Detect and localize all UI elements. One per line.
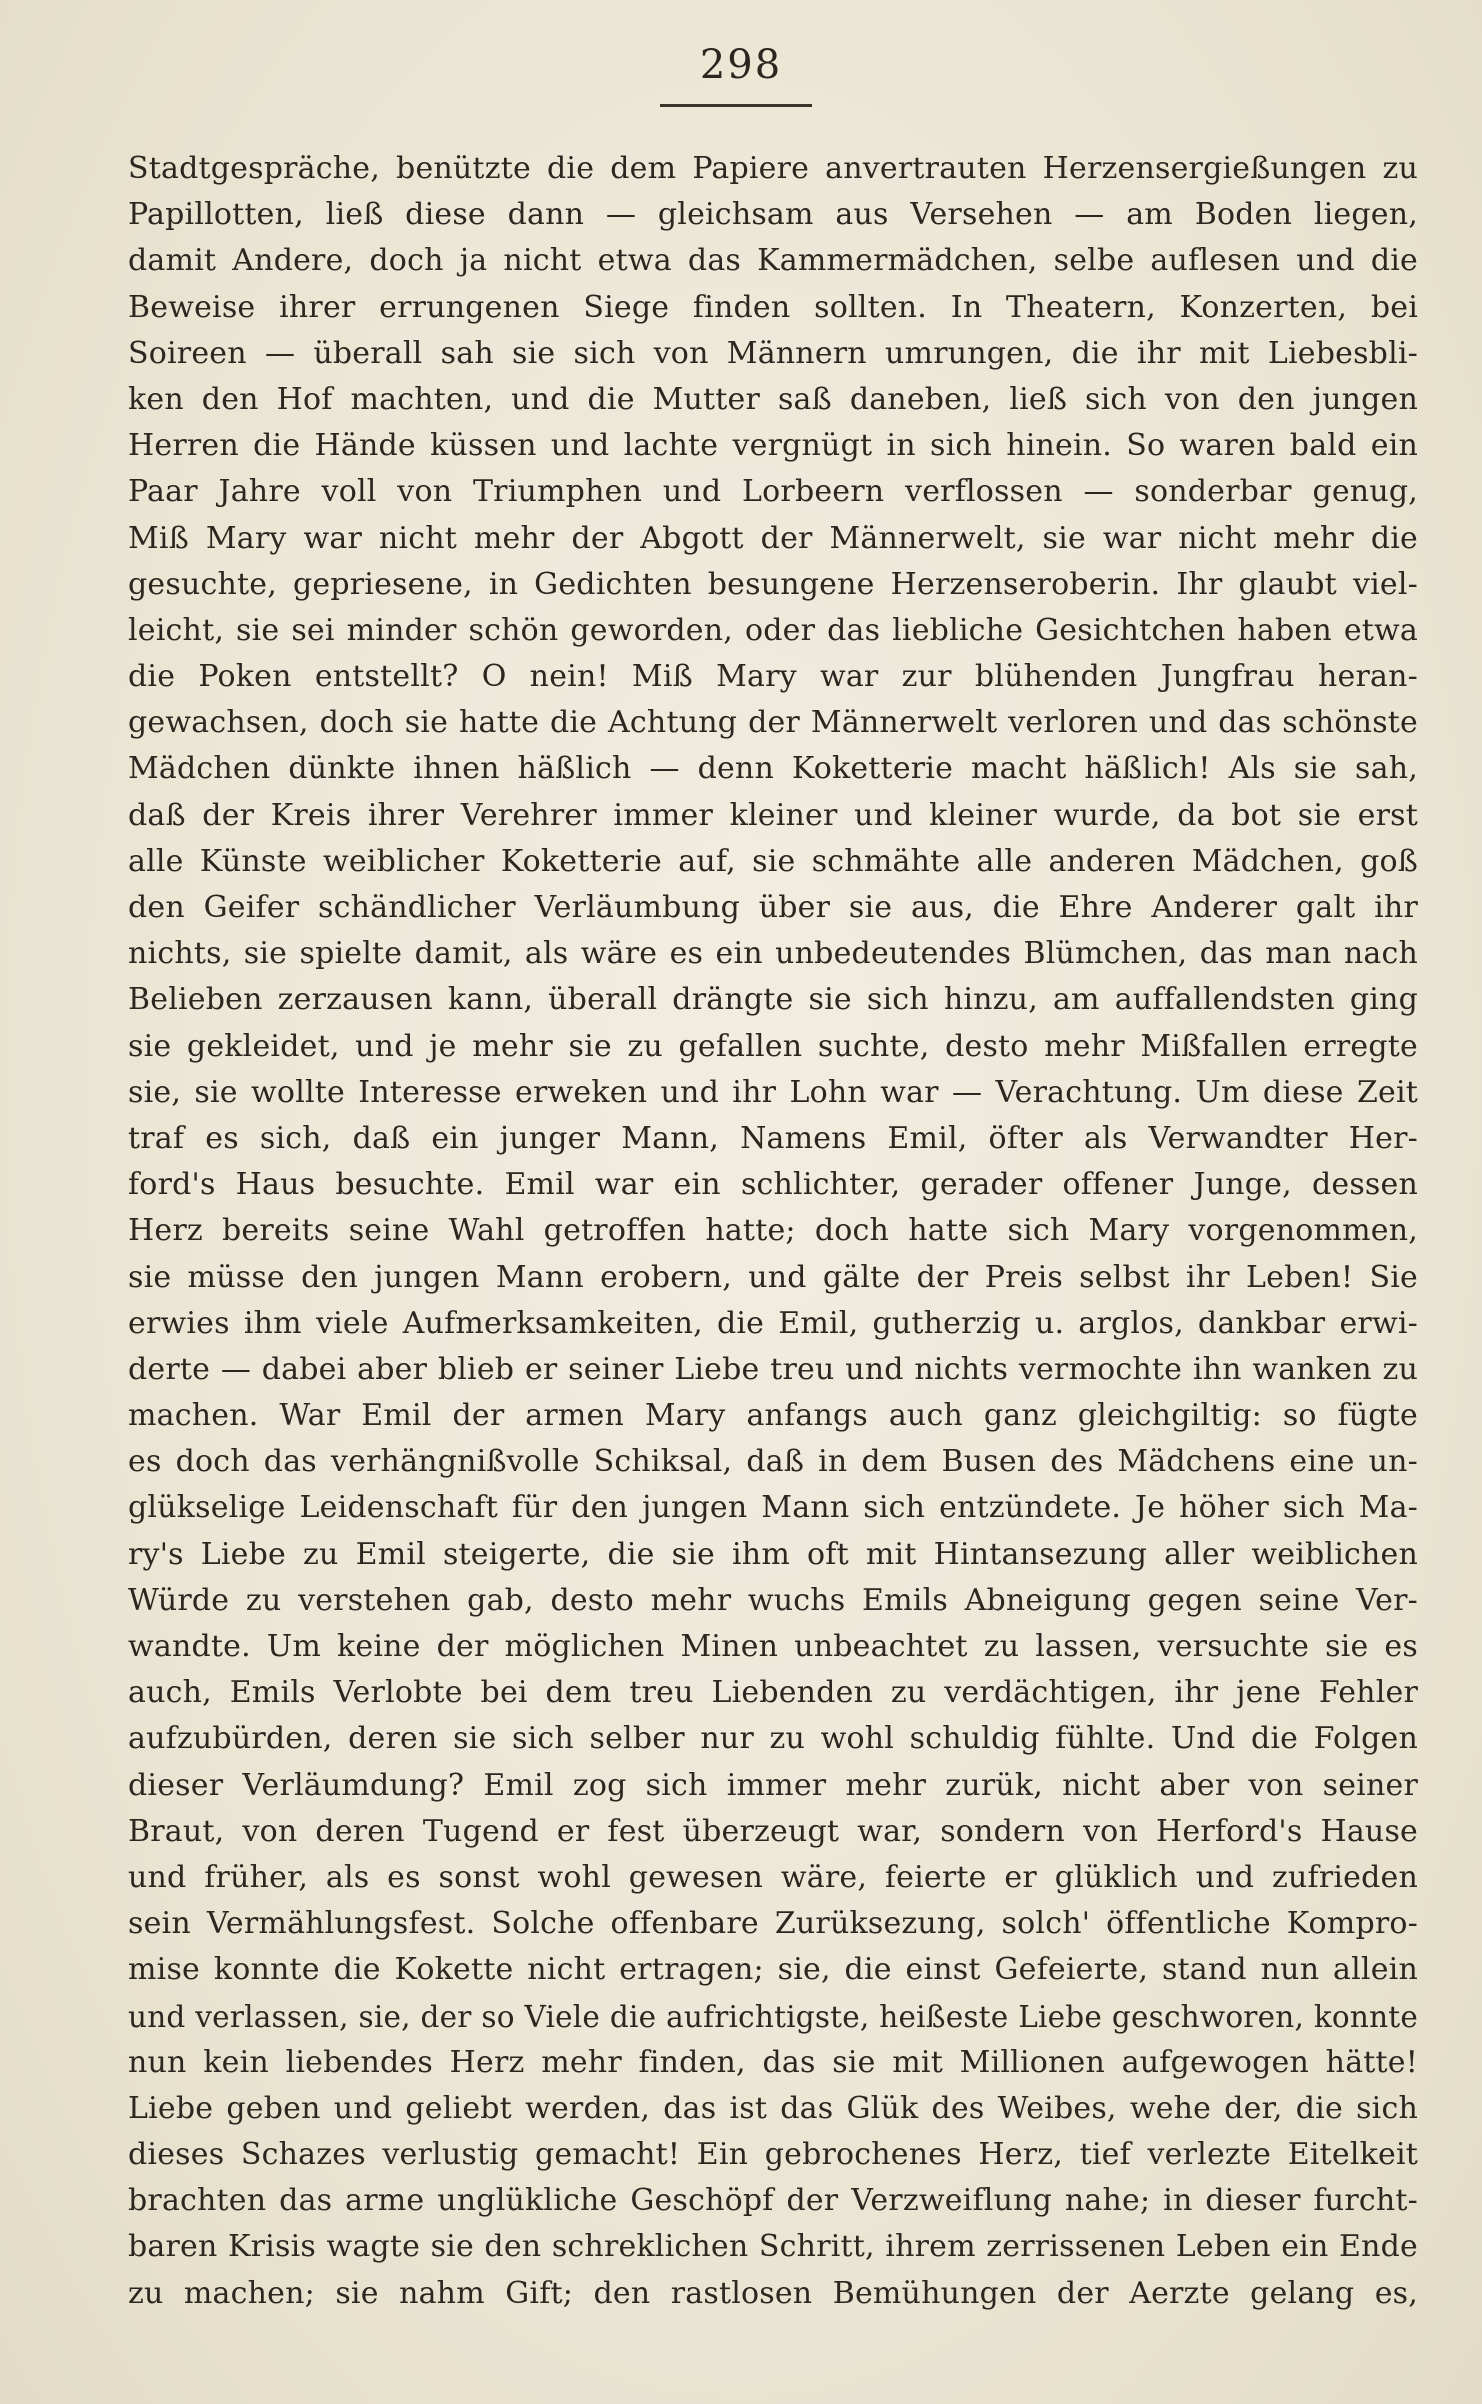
text-line: nichts, sie spielte damit, als wäre es ein unbedeutendes Blümchen, das man nach bbox=[128, 936, 1418, 972]
text-line: Miß Mary war nicht mehr der Abgott der Männerwelt, sie war nicht mehr die bbox=[128, 520, 1418, 556]
text-line: brachten das arme unglükliche Geschöpf der Verzweiflung nahe; in dieser furcht- bbox=[128, 2183, 1418, 2219]
text-line: sein Vermählungsfest. Solche offenbare Zurüksezung, solch' öffentliche Kompro- bbox=[128, 1906, 1418, 1942]
header-rule bbox=[660, 104, 812, 107]
text-line: Belieben zerzausen kann, überall drängte sie sich hinzu, am auffallendsten ging bbox=[128, 982, 1418, 1018]
body-text bbox=[128, 146, 1418, 2317]
text-line: sie, sie wollte Interesse erweken und ihr Lohn war — Verachtung. Um diese Zeit bbox=[128, 1074, 1418, 1110]
text-line: Mädchen dünkte ihnen häßlich — denn Koketterie macht häßlich! Als sie sah, bbox=[128, 751, 1418, 787]
text-line: und verlassen, sie, der so Viele die aufrichtigste, heißeste Liebe geschworen, konnte bbox=[128, 1999, 1418, 2034]
text-line: wandte. Um keine der möglichen Minen unbeachtet zu lassen, versuchte sie es bbox=[128, 1629, 1418, 1664]
text-line: gewachsen, doch sie hatte die Achtung der Männerwelt verloren und das schönste bbox=[128, 705, 1418, 741]
text-line: glükselige Leidenschaft für den jungen Mann sich entzündete. Je höher sich Ma- bbox=[128, 1490, 1418, 1526]
text-line: baren Krisis wagte sie den schreklichen Schritt, ihrem zerrissenen Leben ein Ende bbox=[128, 2229, 1418, 2265]
text-line: nun kein liebendes Herz mehr finden, das sie mit Millionen aufgewogen hätte! bbox=[128, 2044, 1418, 2080]
text-line: und früher, als es sonst wohl gewesen wäre, feierte er glüklich und zufrieden bbox=[128, 1859, 1418, 1895]
page-number: 298 bbox=[699, 42, 783, 88]
text-line: machen. War Emil der armen Mary anfangs auch ganz gleichgiltig: so fügte bbox=[128, 1398, 1418, 1434]
text-line: dieses Schazes verlustig gemacht! Ein gebrochenes Herz, tief verlezte Eitelkeit bbox=[128, 2137, 1418, 2173]
text-line: alle Künste weiblicher Koketterie auf, sie schmähte alle anderen Mädchen, goß bbox=[128, 843, 1418, 879]
text-line: Papillotten, ließ diese dann — gleichsam aus Versehen — am Boden liegen, bbox=[128, 197, 1418, 233]
text-line: Soireen — überall sah sie sich von Männern umrungen, die ihr mit Liebesbli- bbox=[128, 335, 1418, 371]
text-line: zu machen; sie nahm Gift; den rastlosen Bemühungen der Aerzte gelang es, bbox=[128, 2275, 1418, 2311]
text-line: ford's Haus besuchte. Emil war ein schlichter, gerader offener Junge, dessen bbox=[128, 1167, 1418, 1203]
text-line: den Geifer schändlicher Verläumbung über sie aus, die Ehre Anderer galt ihr bbox=[128, 890, 1418, 925]
text-line: leicht, sie sei minder schön geworden, oder das liebliche Gesichtchen haben etwa bbox=[128, 612, 1418, 648]
text-line: ken den Hof machten, und die Mutter saß daneben, ließ sich von den jungen bbox=[128, 381, 1418, 417]
text-line: aufzubürden, deren sie sich selber nur zu wohl schuldig fühlte. Und die Folgen bbox=[128, 1721, 1418, 1757]
text-line: Paar Jahre voll von Triumphen und Lorbeern verflossen — sonderbar genug, bbox=[128, 474, 1418, 510]
text-line: Liebe geben und geliebt werden, das ist das Glük des Weibes, wehe der, die sich bbox=[128, 2090, 1418, 2126]
text-line: Würde zu verstehen gab, desto mehr wuchs Emils Abneigung gegen seine Ver- bbox=[128, 1582, 1418, 1618]
text-line: Beweise ihrer errungenen Siege finden sollten. In Theatern, Konzerten, bei bbox=[128, 289, 1418, 325]
text-line: gesuchte, gepriesene, in Gedichten besungene Herzenseroberin. Ihr glaubt viel- bbox=[128, 566, 1418, 602]
text-line: dieser Verläumdung? Emil zog sich immer mehr zurük, nicht aber von seiner bbox=[128, 1767, 1418, 1803]
text-line: Stadtgespräche, benützte die dem Papiere anvertrauten Herzensergießungen zu bbox=[128, 151, 1418, 186]
text-line: es doch das verhängnißvolle Schiksal, daß in dem Busen des Mädchens eine un- bbox=[128, 1444, 1418, 1480]
text-line: erwies ihm viele Aufmerksamkeiten, die Emil, gutherzig u. arglos, dankbar erwi- bbox=[128, 1305, 1418, 1341]
text-line: sie gekleidet, und je mehr sie zu gefallen suchte, desto mehr Mißfallen erregte bbox=[128, 1028, 1418, 1064]
text-line: Braut, von deren Tugend er fest überzeugt war, sondern von Herford's Hause bbox=[128, 1813, 1418, 1849]
text-line: die Poken entstellt? O nein! Miß Mary war zur blühenden Jungfrau heran- bbox=[128, 659, 1418, 695]
text-line: traf es sich, daß ein junger Mann, Namens Emil, öfter als Verwandter Her- bbox=[128, 1120, 1418, 1156]
text-line: daß der Kreis ihrer Verehrer immer kleiner und kleiner wurde, da bot sie erst bbox=[128, 797, 1418, 833]
text-line: mise konnte die Kokette nicht ertragen; sie, die einst Gefeierte, stand nun allein bbox=[128, 1952, 1418, 1988]
text-line: Herz bereits seine Wahl getroffen hatte; doch hatte sich Mary vorgenommen, bbox=[128, 1213, 1418, 1249]
text-line: auch, Emils Verlobte bei dem treu Liebenden zu verdächtigen, ihr jene Fehler bbox=[128, 1675, 1418, 1711]
text-line: derte — dabei aber blieb er seiner Liebe treu und nichts vermochte ihn wanken zu bbox=[128, 1351, 1418, 1387]
text-line: Herren die Hände küssen und lachte vergnügt in sich hinein. So waren bald ein bbox=[128, 428, 1418, 464]
text-line: ry's Liebe zu Emil steigerte, die sie ihm oft mit Hintansezung aller weiblichen bbox=[128, 1536, 1418, 1572]
text-line: damit Andere, doch ja nicht etwa das Kammermädchen, selbe auflesen und die bbox=[128, 243, 1418, 279]
text-line: sie müsse den jungen Mann erobern, und gälte der Preis selbst ihr Leben! Sie bbox=[128, 1259, 1418, 1295]
